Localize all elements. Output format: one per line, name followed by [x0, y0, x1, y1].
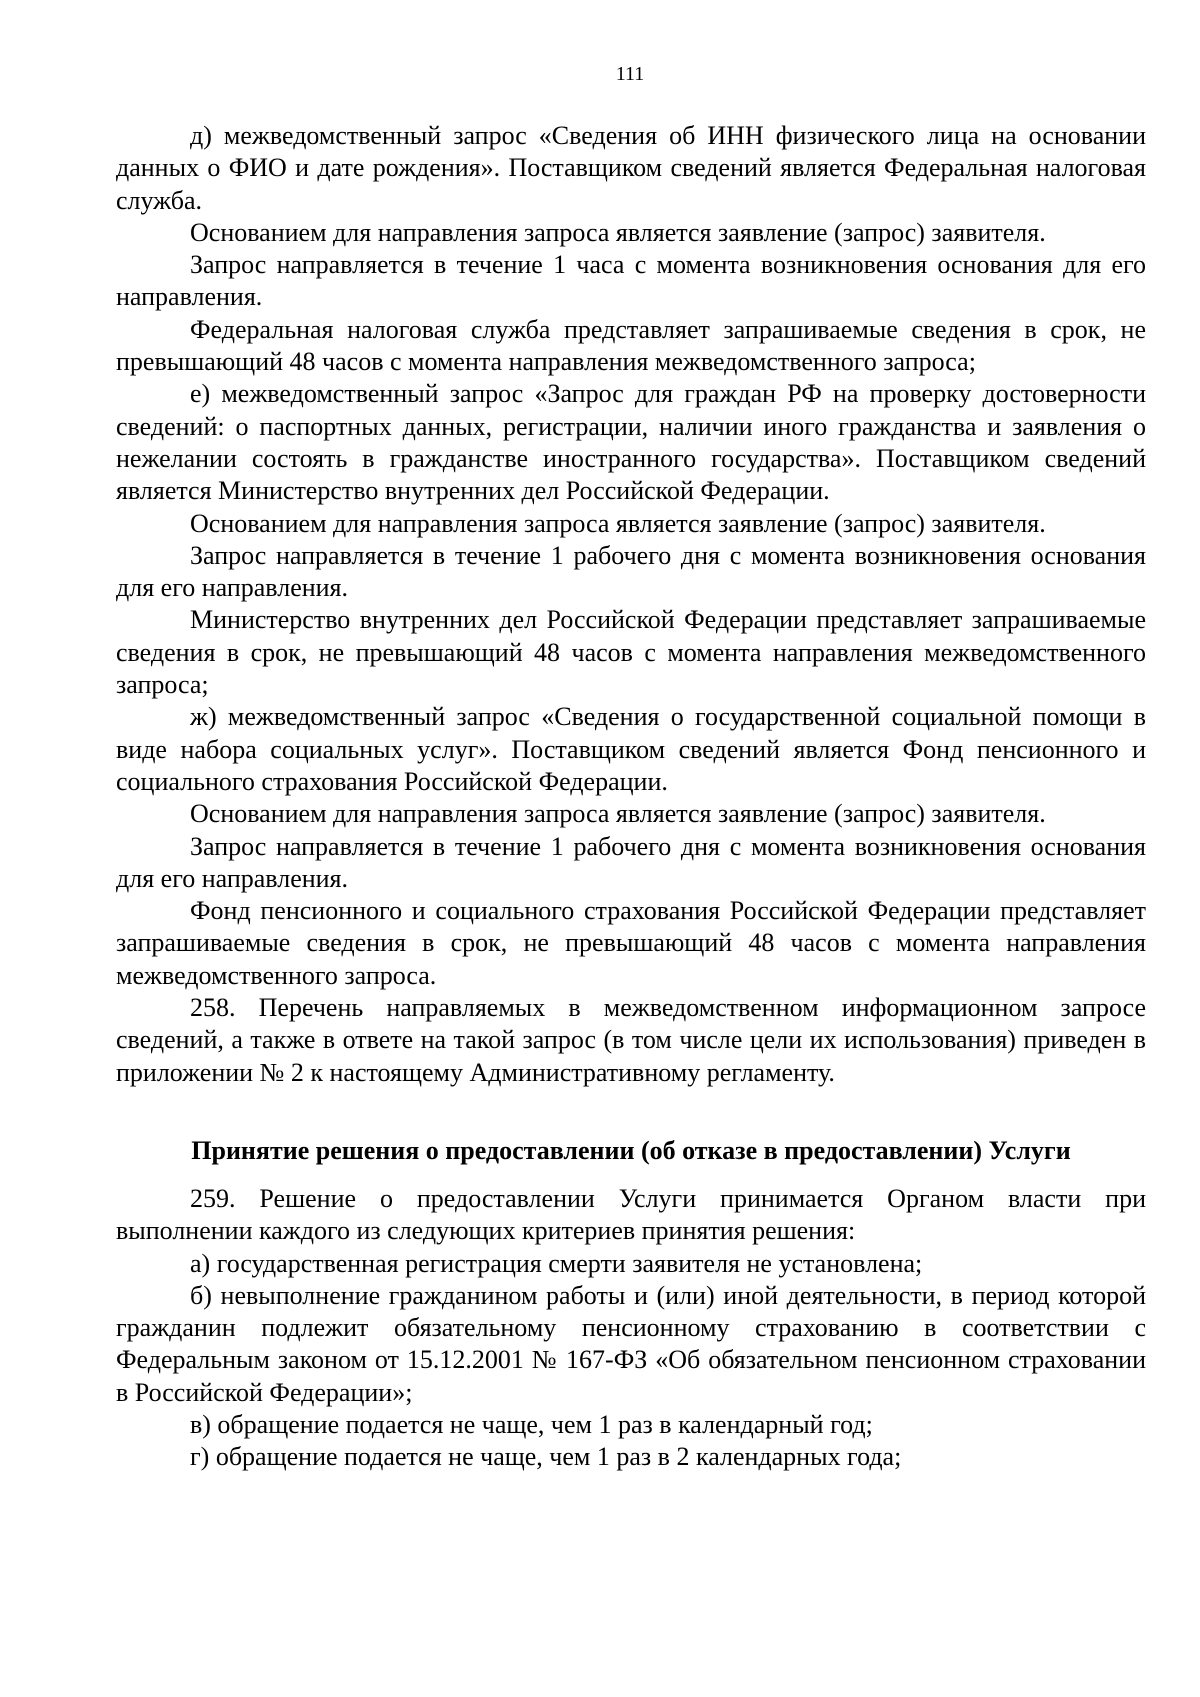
paragraph-sfr-response: Фонд пенсионного и социального страхования Российской Федерации представляет запрашиваемые сведения в срок, не превышающий 48 часов с момента направления межведомственного запроса.: [116, 896, 1146, 990]
paragraph-basis: Основанием для направления запроса является заявление (запрос) заявителя.: [190, 799, 1046, 829]
paragraph-d-request: д) межведомственный запрос «Сведения об ИНН физического лица на основании данных о ФИО и дате рождения». Поставщиком сведений является Федеральная налоговая служба.: [116, 121, 1146, 215]
paragraph-259: 259. Решение о предоставлении Услуги принимается Органом власти при выполнении каждого из следующих критериев принятия решения:: [116, 1183, 1146, 1246]
paragraph-zh-request: ж) межведомственный запрос «Сведения о государственной социальной помощи в виде набора социальных услуг». Поставщиком сведений является Фонд пенсионного и социального страхования Российской Федерации.: [116, 702, 1146, 796]
section-heading: Принятие решения о предоставлении (об отказе в предоставлении) Услуги: [191, 1135, 1071, 1165]
paragraph-timing: Запрос направляется в течение 1 рабочего дня с момента возникновения основания для его направления.: [116, 831, 1146, 893]
paragraph-mvd-response: Министерство внутренних дел Российской Федерации представляет запрашиваемые сведения в срок, не превышающий 48 часов с момента направления межведомственного запроса;: [116, 605, 1146, 700]
criterion-b: б) невыполнение гражданином работы и (или) иной деятельности, в период которой гражданин подлежит обязательному пенсионному страхованию в соответствии с Федеральным законом от 15.12.2001 № 167-ФЗ «Об обязательном пенсионном страховании в Российской Федерации»;: [116, 1280, 1146, 1407]
paragraph-basis: Основанием для направления запроса является заявление (запрос) заявителя.: [190, 508, 1046, 538]
paragraph-258: 258. Перечень направляемых в межведомственном информационном запросе сведений, а также в ответе на такой запрос (в том числе цели их использования) приведен в приложении № 2 к настоящему Административному регламенту.: [116, 993, 1146, 1087]
paragraph-basis: Основанием для направления запроса является заявление (запрос) заявителя.: [190, 217, 1046, 247]
paragraph-fns-response: Федеральная налоговая служба представляет запрашиваемые сведения в срок, не превышающий 48 часов с момента направления межведомственного запроса;: [116, 314, 1146, 377]
document-body: [116, 120, 1146, 1474]
paragraph-timing: Запрос направляется в течение 1 часа с момента возникновения основания для его направления.: [116, 250, 1146, 312]
criterion-a: а) государственная регистрация смерти заявителя не установлена;: [190, 1248, 923, 1278]
paragraph-e-request: е) межведомственный запрос «Запрос для граждан РФ на проверку достоверности сведений: о паспортных данных, регистрации, наличии иного гражданства и заявления о нежелании состоять в гражданстве иностранного государства». Поставщиком сведений является Министерство внутренних дел Российской Федерации.: [116, 379, 1146, 506]
paragraph-timing: Запрос направляется в течение 1 рабочего дня с момента возникновения основания для его направления.: [116, 540, 1146, 603]
page-number: 111: [615, 63, 645, 85]
criterion-v: в) обращение подается не чаще, чем 1 раз в календарный год;: [190, 1409, 873, 1439]
criterion-g: г) обращение подается не чаще, чем 1 раз в 2 календарных года;: [190, 1442, 902, 1472]
